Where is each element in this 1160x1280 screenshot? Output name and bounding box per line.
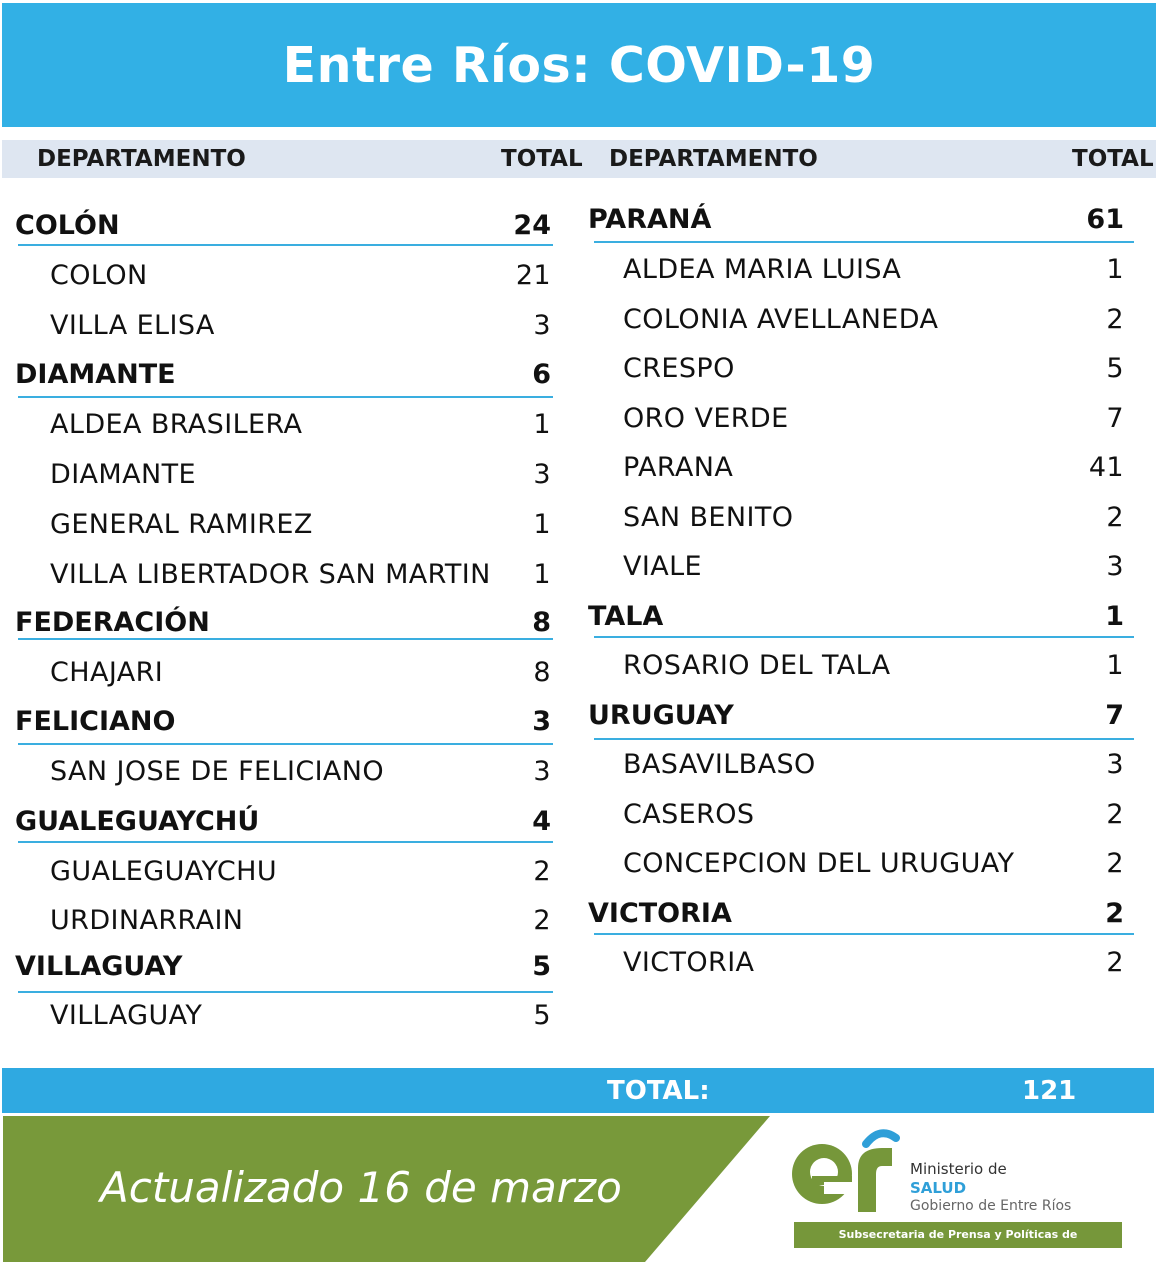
locality-name: CRESPO [623, 353, 735, 384]
locality-row [0, 943, 1160, 983]
department-total: 5 [532, 951, 551, 982]
locality-name: VILLA ELISA [50, 310, 215, 341]
department-name: VICTORIA [588, 898, 732, 929]
locality-name: URDINARRAIN [50, 905, 244, 936]
department-name: COLÓN [15, 210, 120, 241]
locality-total: 2 [1106, 947, 1124, 978]
locality-total: 8 [533, 657, 551, 688]
department-total: 1 [1105, 601, 1124, 632]
locality-row [0, 795, 1160, 835]
ministry-line-2: SALUD [910, 1179, 967, 1197]
locality-row [0, 250, 1160, 290]
department-total: 3 [532, 706, 551, 737]
locality-total: 3 [533, 459, 551, 490]
locality-row [0, 300, 1160, 340]
department-divider [18, 841, 553, 843]
locality-total: 2 [533, 856, 551, 887]
total-label: TOTAL: [607, 1076, 710, 1106]
ministry-line-1: Ministerio de [910, 1160, 1007, 1178]
header-department-right: DEPARTAMENTO [609, 146, 818, 172]
department-row [0, 894, 1160, 934]
locality-row [0, 646, 1160, 686]
locality-total: 2 [1106, 848, 1124, 879]
locality-total: 2 [533, 905, 551, 936]
department-row [0, 597, 1160, 637]
locality-name: GENERAL RAMIREZ [50, 509, 313, 540]
locality-name: VILLA LIBERTADOR SAN MARTIN [50, 559, 491, 590]
department-name: GUALEGUAYCHÚ [15, 806, 260, 837]
header-total-right: TOTAL [1072, 146, 1154, 172]
locality-name: ROSARIO DEL TALA [623, 650, 891, 681]
page-title: Entre Ríos: COVID-19 [282, 36, 876, 94]
locality-name: BASAVILBASO [623, 749, 816, 780]
locality-total: 3 [1106, 551, 1124, 582]
locality-name: ALDEA BRASILERA [50, 409, 303, 440]
department-name: URUGUAY [588, 700, 734, 731]
department-divider [18, 991, 553, 993]
department-divider [18, 396, 553, 398]
locality-name: VICTORIA [623, 947, 755, 978]
ministry-logo-icon [792, 1124, 908, 1214]
department-row [0, 696, 1160, 736]
locality-row [0, 844, 1160, 884]
department-name: DIAMANTE [15, 359, 176, 390]
locality-name: ORO VERDE [623, 403, 789, 434]
locality-total: 2 [1106, 502, 1124, 533]
locality-total: 3 [533, 756, 551, 787]
department-name: TALA [588, 601, 664, 632]
locality-name: PARANA [623, 452, 734, 483]
title-banner [2, 3, 1156, 127]
header-department-left: DEPARTAMENTO [37, 146, 246, 172]
locality-row [0, 547, 1160, 587]
department-row [0, 200, 1160, 240]
locality-name: COLONIA AVELLANEDA [623, 304, 939, 335]
locality-total: 5 [1106, 353, 1124, 384]
locality-row [0, 399, 1160, 439]
locality-total: 2 [1106, 799, 1124, 830]
locality-total: 1 [533, 559, 551, 590]
department-total: 8 [532, 607, 551, 638]
locality-row [0, 448, 1160, 488]
locality-row [0, 349, 1160, 389]
locality-total: 5 [533, 1000, 551, 1031]
department-divider [18, 638, 553, 640]
locality-total: 1 [1106, 650, 1124, 681]
locality-name: SAN JOSE DE FELICIANO [50, 756, 385, 787]
header-total-left: TOTAL [501, 146, 583, 172]
locality-name: VILLAGUAY [50, 1000, 203, 1031]
department-name: FEDERACIÓN [15, 607, 210, 638]
department-total: 24 [513, 210, 551, 241]
locality-name: VIALE [623, 551, 703, 582]
department-total: 7 [1105, 700, 1124, 731]
locality-total: 1 [1106, 254, 1124, 285]
locality-total: 3 [533, 310, 551, 341]
ministry-line-3: Gobierno de Entre Ríos [910, 1198, 1072, 1214]
locality-row [0, 996, 1160, 1036]
department-total: 2 [1105, 898, 1124, 929]
department-name: VILLAGUAY [15, 951, 183, 982]
locality-total: 3 [1106, 749, 1124, 780]
locality-row [0, 745, 1160, 785]
press-office-banner: Subsecretaria de Prensa y Políticas de Comunicación [794, 1222, 1122, 1248]
locality-name: GUALEGUAYCHU [50, 856, 278, 887]
locality-total: 1 [533, 409, 551, 440]
locality-row [0, 498, 1160, 538]
locality-name: CASEROS [623, 799, 755, 830]
updated-date: Actualizado 16 de marzo [100, 1163, 622, 1212]
locality-name: CHAJARI [50, 657, 164, 688]
department-divider [594, 933, 1134, 935]
department-name: PARANÁ [588, 204, 712, 235]
locality-total: 1 [533, 509, 551, 540]
locality-name: ALDEA MARIA LUISA [623, 254, 902, 285]
department-divider [594, 636, 1134, 638]
department-divider [18, 244, 553, 246]
locality-name: DIAMANTE [50, 459, 196, 490]
department-total: 6 [532, 359, 551, 390]
locality-name: COLON [50, 260, 148, 291]
department-divider [594, 241, 1134, 243]
total-value: 121 [1022, 1076, 1077, 1106]
locality-total: 2 [1106, 304, 1124, 335]
department-total: 4 [532, 806, 551, 837]
total-bar [2, 1068, 1154, 1113]
locality-total: 7 [1106, 403, 1124, 434]
locality-total: 21 [515, 260, 551, 291]
locality-name: CONCEPCION DEL URUGUAY [623, 848, 1015, 879]
department-divider [594, 738, 1134, 740]
department-name: FELICIANO [15, 706, 176, 737]
department-total: 61 [1086, 204, 1124, 235]
locality-total: 41 [1088, 452, 1124, 483]
locality-name: SAN BENITO [623, 502, 794, 533]
